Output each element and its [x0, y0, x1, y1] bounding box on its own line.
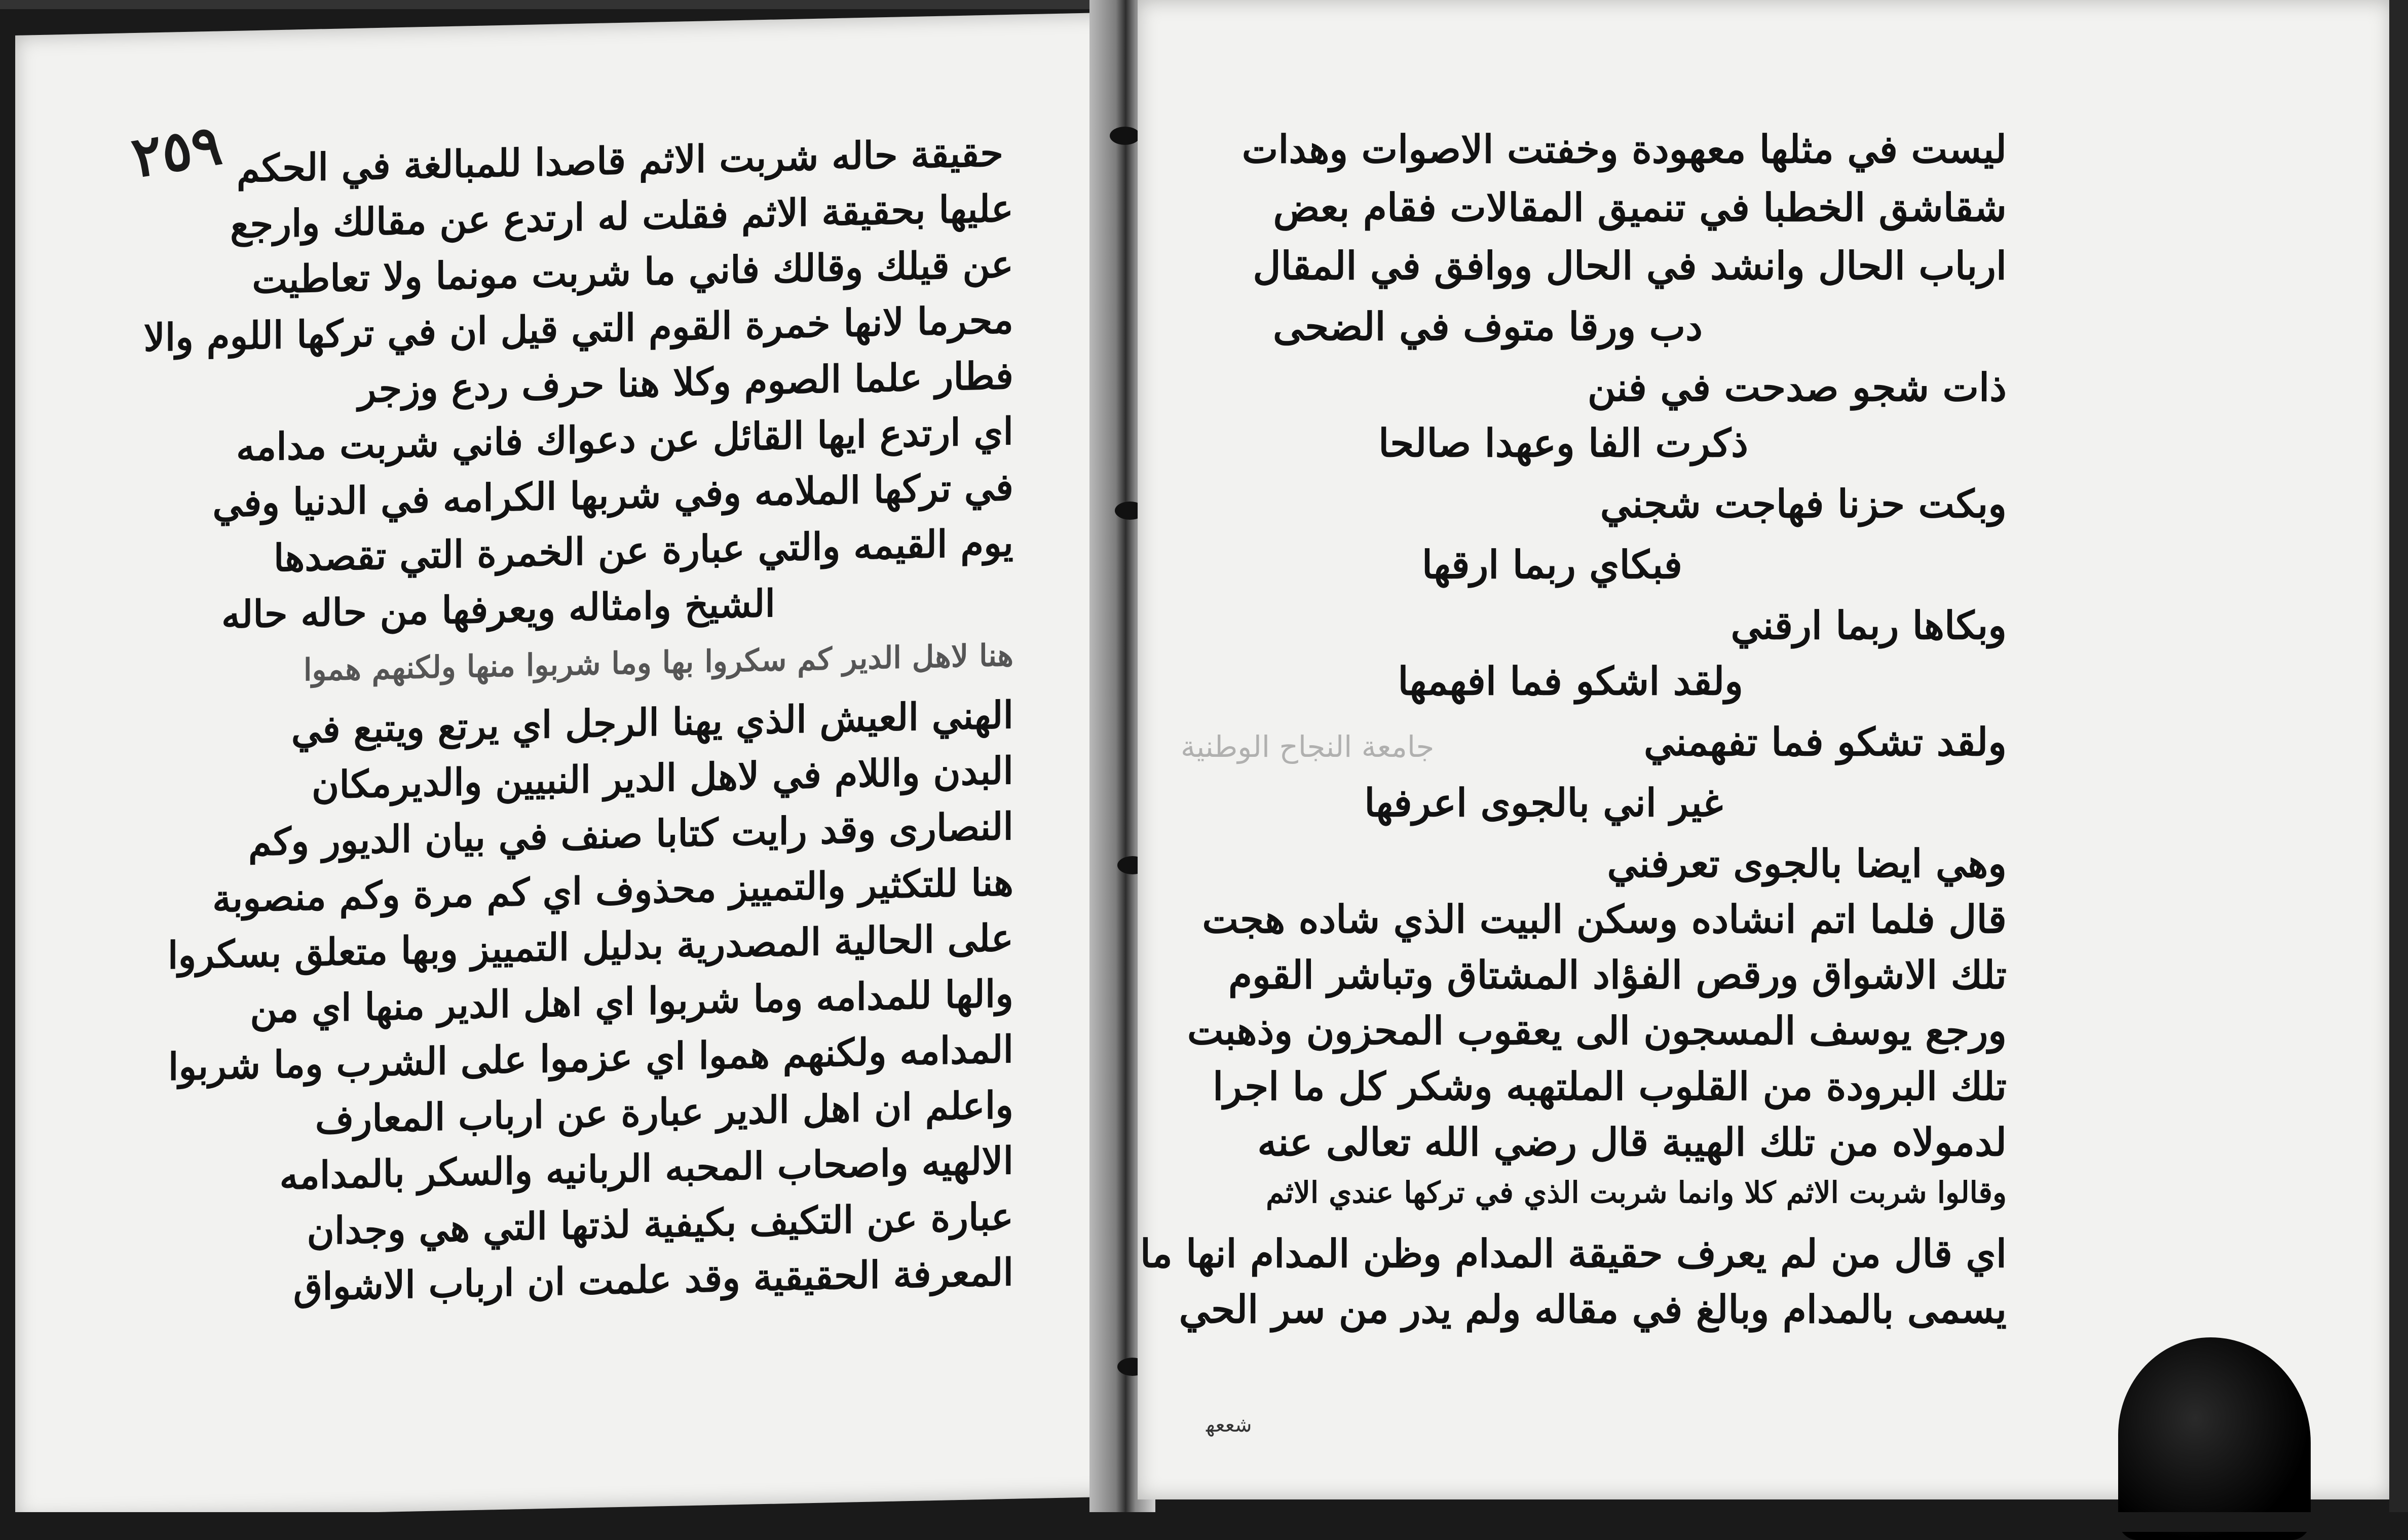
left-line: عن قيلك وقالك فاني ما شربت مونما ولا تعاطيت: [252, 242, 1013, 302]
right-line: دب ورقا متوف في الضحى: [1272, 304, 1703, 349]
catchword: ﺷﻌﻌﻬ: [1206, 1413, 1252, 1437]
right-line: ذات شجو صدحت في فنن: [1587, 365, 2007, 410]
right-line: وبكت حزنا فهاجت شجني: [1600, 481, 2007, 526]
left-line: عليها بحقيقة الاثم فقلت له ارتدع عن مقالك وارجع: [230, 186, 1013, 247]
left-line: والها للمدامه وما شربوا اي اهل الدير منها اي من: [250, 972, 1013, 1032]
left-line: الشيخ وامثاله ويعرفها من حاله حاله: [221, 582, 775, 637]
left-line: محرما لانها خمرة القوم التي قيل ان في تركها اللوم والا: [143, 298, 1013, 360]
left-line: في تركها الملامه وفي شربها الكرامه في الدنيا وفي: [212, 465, 1013, 526]
left-line: المدامه ولكنهم هموا اي عزموا على الشرب وما شربوا: [168, 1027, 1013, 1089]
left-page: [15, 12, 1130, 1520]
scanner-edge-bottom: [0, 1512, 2408, 1532]
binding-thread: [1110, 127, 1140, 145]
right-line: يسمى بالمدام وبالغ في مقاله ولم يدر من سر الحي: [1179, 1287, 2007, 1332]
right-line: اي قال من لم يعرف حقيقة المدام وظن المدام انها ما: [1140, 1231, 2007, 1276]
left-line: النصارى وقد رايت كتابا صنف في بيان الديور وكم: [248, 804, 1013, 865]
left-line: يوم القيمه والتي عبارة عن الخمرة التي تقصدها: [273, 521, 1013, 581]
left-line: فطار علما الصوم وكلا هنا حرف ردع وزجر: [358, 354, 1013, 411]
right-line: ذكرت الفا وعهدا صالحا: [1378, 420, 1748, 466]
left-line: حقيقة حاله شربت الاثم قاصدا للمبالغة في الحكم: [237, 131, 1003, 191]
right-line: شقاشق الخطبا في تنميق المقالات فقام بعض: [1273, 185, 2007, 230]
right-line: ولقد اشكو فما افهمها: [1398, 659, 1743, 704]
right-line: وهي ايضا بالجوى تعرفني: [1607, 841, 2007, 886]
left-line: اي ارتدع ايها القائل عن دعواك فاني شربت مدامه: [236, 409, 1013, 470]
library-watermark: جامعة النجاح الوطنية: [1181, 729, 1435, 764]
right-line: فبكاي ربما ارقها: [1421, 542, 1682, 587]
right-line: وبكاها ربما ارقني: [1730, 603, 2007, 648]
left-line: واعلم ان اهل الدير عبارة عن ارباب المعارف: [315, 1083, 1013, 1142]
right-line: ليست في مثلها معهودة وخفتت الاصوات وهدات: [1241, 127, 2007, 172]
right-line: تلك الاشواق ورقص الفؤاد المشتاق وتباشر القوم: [1228, 952, 2007, 997]
left-line: هنا للتكثير والتمييز محذوف اي كم مرة وكم منصوبة: [212, 860, 1013, 921]
right-line: تلك البرودة من القلوب الملتهبه وشكر كل ما اجرا: [1213, 1064, 2007, 1109]
left-line: الالهيه واصحاب المحبه الربانيه والسكر بالمدامه: [279, 1139, 1013, 1199]
left-line: هنا لاهل الدير كم سكروا بها وما شربوا منها ولكنهم هموا: [303, 637, 1013, 688]
right-line: غير اني بالجوى اعرفها: [1364, 780, 1723, 825]
right-line: ولقد تشكو فما تفهمني: [1643, 719, 2007, 764]
right-line: ارباب الحال وانشد في الحال ووافق في المقال: [1253, 243, 2007, 288]
left-line: البدن واللام في لاهل الدير النبيين والديرمكان: [312, 749, 1013, 807]
right-line: وقالوا شربت الاثم كلا وانما شربت الذي في تركها عندي الاثم: [1266, 1175, 2007, 1210]
folio-number: ٢٥٩: [127, 111, 226, 190]
right-line: ورجع يوسف المسجون الى يعقوب المحزون وذهبت: [1187, 1008, 2007, 1053]
left-line: المعرفة الحقيقية وقد علمت ان ارباب الاشواق: [293, 1250, 1013, 1310]
right-line: قال فلما اتم انشاده وسكن البيت الذي شاده هجت: [1202, 897, 2007, 942]
left-line: الهني العيش الذي يهنا الرجل اي يرتع ويتبع في: [291, 693, 1013, 752]
scanner-edge-right: [2389, 0, 2408, 1532]
left-line: على الحالية المصدرية بدليل التمييز وبها متعلق بسكروا: [167, 916, 1013, 978]
left-line: عبارة عن التكيف بكيفية لذتها التي هي وجدان: [307, 1195, 1013, 1253]
right-line: لدمولاه من تلك الهيبة قال رضي الله تعالى عنه: [1257, 1120, 2007, 1165]
